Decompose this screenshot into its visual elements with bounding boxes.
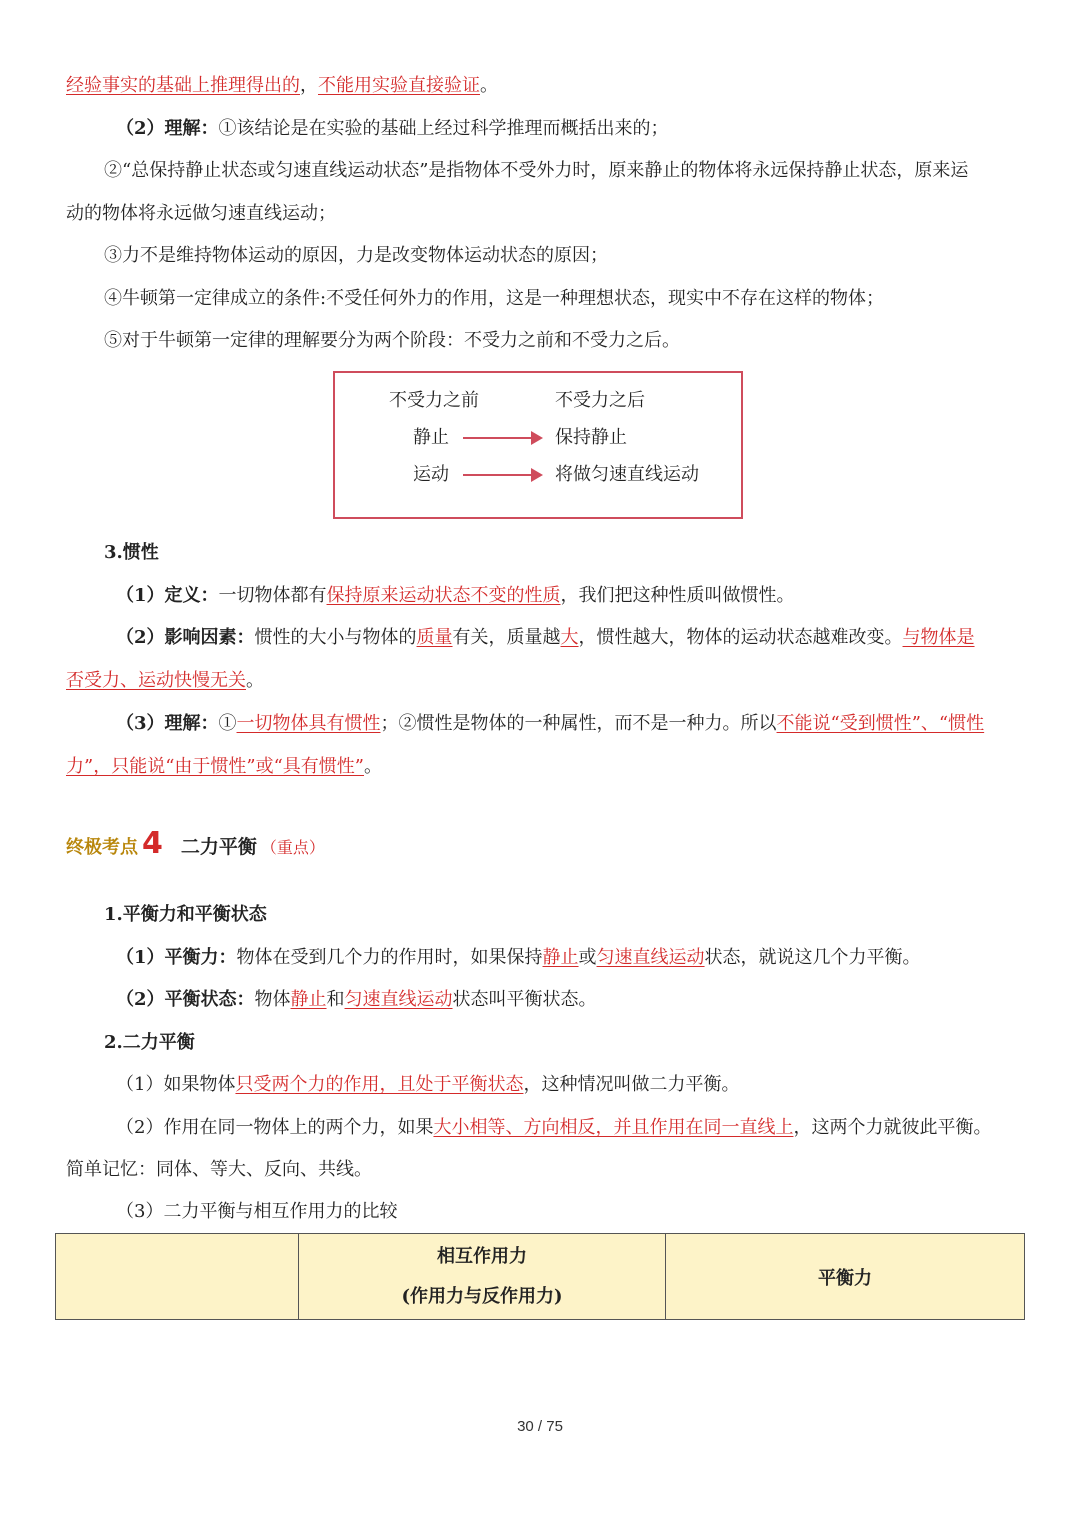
exam-point-tag: （重点） (260, 838, 325, 857)
paragraph-point-2b: 动的物体将永远做匀速直线运动； (66, 203, 336, 224)
highlight-text: 静止 (290, 989, 327, 1010)
paragraph-inertia-understanding: （3）理解：①一切物体具有惯性；②惯性是物体的一种属性，而不是一种力。所以不能说“受到惯性”、“惯性 (116, 713, 985, 734)
diagram-motion-label: 运动 (413, 464, 449, 485)
highlight-text: 大 (560, 627, 579, 648)
item-label: （2）平衡状态： (116, 989, 255, 1010)
table-header-interaction: 相互作用力 (作用力与反作用力) (299, 1234, 666, 1320)
paragraph-understanding: （2）理解：①该结论是在实验的基础上经过科学推理而概括出来的； (116, 118, 669, 139)
paragraph-inertia-factors: （2）影响因素：惯性的大小与物体的质量有关，质量越大，惯性越大，物体的运动状态越难改变。与物体是 (116, 627, 975, 648)
exam-point-heading (66, 826, 325, 861)
item-label: （1）定义： (116, 585, 219, 606)
highlight-text: 匀速直线运动 (596, 947, 705, 968)
page-number: 30 / 75 (517, 1418, 563, 1435)
paragraph-law-basis: 经验事实的基础上推理得出的，不能用实验直接验证。 (66, 75, 498, 96)
highlight-text: 大小相等、方向相反，并且作用在同一直线上 (433, 1117, 794, 1138)
diagram-after-label: 不受力之后 (555, 390, 645, 411)
highlight-text: 只受两个力的作用，且处于平衡状态 (235, 1074, 524, 1095)
item-label: （3）理解： (116, 713, 219, 734)
right-arrow-icon (463, 437, 541, 439)
highlight-text: 一切物体具有惯性 (236, 713, 381, 734)
highlight-text: 经验事实的基础上推理得出的 (66, 75, 300, 96)
paragraph-two-force-1: （1）如果物体只受两个力的作用，且处于平衡状态，这种情况叫做二力平衡。 (116, 1074, 740, 1095)
paragraph-comparison: （3）二力平衡与相互作用力的比较 (116, 1201, 398, 1222)
highlight-text: 质量 (416, 627, 453, 648)
exam-point-number: 4 (142, 826, 163, 861)
paragraph-two-force-2: （2）作用在同一物体上的两个力，如果大小相等、方向相反，并且作用在同一直线上，这两个力就彼此平衡。 (116, 1117, 992, 1138)
paragraph-point-4: ④牛顿第一定律成立的条件:不受任何外力的作用，这是一种理想状态，现实中不存在这样的物体； (104, 288, 885, 309)
highlight-text: 静止 (542, 947, 579, 968)
highlight-text: 与物体是 (902, 627, 975, 648)
paragraph-point-3: ③力不是维持物体运动的原因，力是改变物体运动状态的原因； (104, 245, 608, 266)
paragraph-inertia-understanding-cont: 力”，只能说“由于惯性”或“具有惯性”。 (66, 756, 383, 777)
section-heading-balance: 1.平衡力和平衡状态 (104, 904, 267, 925)
diagram-before-label: 不受力之前 (389, 390, 479, 411)
comparison-table (55, 1233, 1025, 1320)
paragraph-point-5: ⑤对于牛顿第一定律的理解要分为两个阶段：不受力之前和不受力之后。 (104, 330, 680, 351)
right-arrow-icon (463, 474, 541, 476)
diagram-stay-rest-label: 保持静止 (555, 427, 627, 448)
highlight-text: 否受力、运动快慢无关 (66, 670, 246, 691)
diagram-uniform-motion-label: 将做匀速直线运动 (555, 464, 699, 485)
table-header-balanced: 平衡力 (666, 1234, 1025, 1320)
section-heading-two-force: 2.二力平衡 (104, 1032, 195, 1053)
table-header-empty (56, 1234, 299, 1320)
paragraph-inertia-factors-cont: 否受力、运动快慢无关。 (66, 670, 264, 691)
newton-law-diagram (333, 371, 743, 519)
exam-point-title: 二力平衡 (180, 836, 257, 858)
highlight-text: 匀速直线运动 (344, 989, 453, 1010)
paragraph-memory-tip: 简单记忆：同体、等大、反向、共线。 (66, 1159, 372, 1180)
paragraph-balanced-state: （2）平衡状态：物体静止和匀速直线运动状态叫平衡状态。 (116, 989, 597, 1010)
paragraph-balanced-forces: （1）平衡力：物体在受到几个力的作用时，如果保持静止或匀速直线运动状态，就说这几个力平衡。 (116, 947, 921, 968)
highlight-text: 不能说“受到惯性”、“惯性 (776, 713, 985, 734)
paragraph-inertia-definition: （1）定义：一切物体都有保持原来运动状态不变的性质，我们把这种性质叫做惯性。 (116, 585, 795, 606)
paragraph-point-2a: ②“总保持静止状态或匀速直线运动状态”是指物体不受外力时，原来静止的物体将永远保持静止状态，原来运 (104, 160, 969, 181)
diagram-rest-label: 静止 (413, 427, 449, 448)
item-label: （2）理解： (116, 118, 219, 139)
table-header-row (56, 1234, 1025, 1320)
exam-point-label: 终极考点 (66, 837, 138, 858)
section-heading-inertia: 3.惯性 (104, 542, 159, 563)
item-label: （2）影响因素： (116, 627, 255, 648)
highlight-text: 不能用实验直接验证 (318, 75, 480, 96)
highlight-text: 保持原来运动状态不变的性质 (326, 585, 561, 606)
item-label: （1）平衡力： (116, 947, 237, 968)
highlight-text: 力”，只能说“由于惯性”或“具有惯性” (66, 756, 365, 777)
